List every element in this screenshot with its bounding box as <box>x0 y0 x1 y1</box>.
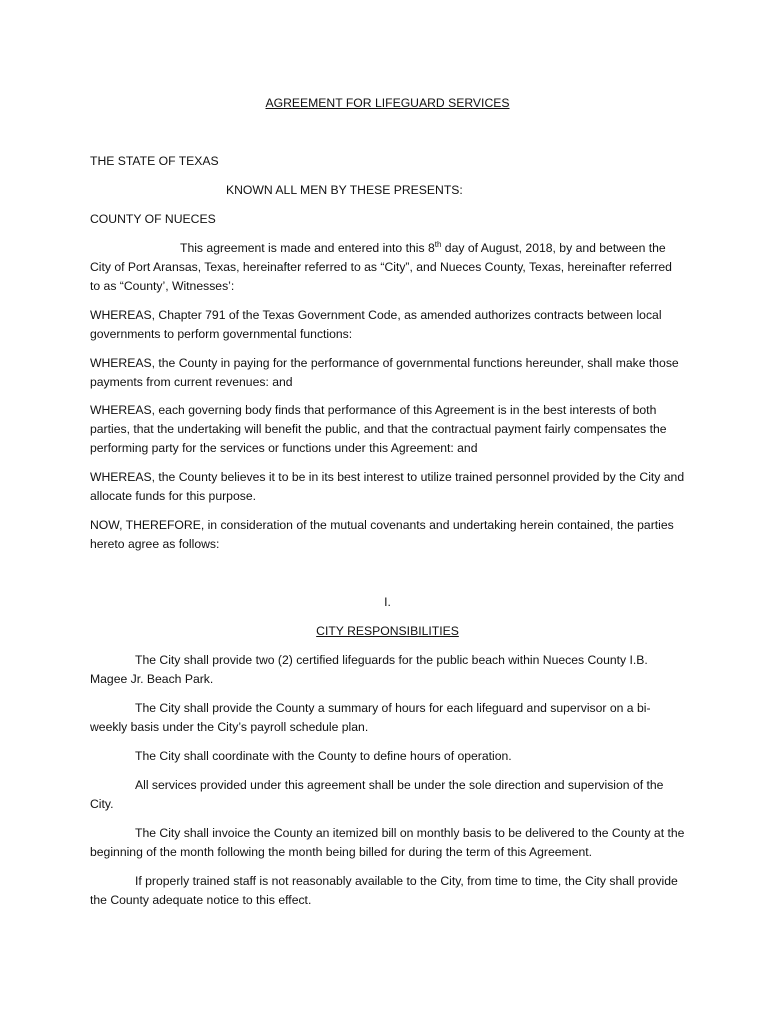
responsibility-paragraph-2: The City shall provide the County a summary of hours for each lifeguard and supervisor on a bi-weekly basis under the City’s payroll schedule plan. <box>90 701 651 734</box>
intro-text-start: This agreement is made and entered into this 8 <box>180 241 435 255</box>
intro-text-end: day of August, 2018, by and between the City of Port Aransas, Texas, hereinafter referred to as “City”, and Nueces County, Texas, hereinafter referred to as “County’, Witnesses’: <box>90 241 672 293</box>
now-therefore-paragraph: NOW, THEREFORE, in consideration of the mutual covenants and undertaking herein contained, the parties hereto agree as follows: <box>90 518 674 551</box>
whereas-paragraph-4: WHEREAS, the County believes it to be in its best interest to utilize trained personnel provided by the City and allocate funds for this purpose. <box>90 470 685 503</box>
whereas-paragraph-3: WHEREAS, each governing body finds that performance of this Agreement is in the best interests of both parties, that the undertaking will benefit the public, and that the contractual payment fairly compensates the performing party for the services or functions under this Agreement: and <box>90 403 667 455</box>
responsibility-paragraph-6: If properly trained staff is not reasonably available to the City, from time to time, the City shall provide the County adequate notice to this effect. <box>90 874 678 907</box>
section-title: CITY RESPONSIBILITIES <box>316 624 459 638</box>
state-line: THE STATE OF TEXAS <box>90 154 219 168</box>
section-number: I. <box>384 595 391 609</box>
known-all-men-line: KNOWN ALL MEN BY THESE PRESENTS: <box>226 183 463 197</box>
responsibility-paragraph-5: The City shall invoice the County an itemized bill on monthly basis to be delivered to the County at the beginning of the month following the month being billed for during the term of this Agreement. <box>90 826 685 859</box>
county-line: COUNTY OF NUECES <box>90 212 216 226</box>
document-title: AGREEMENT FOR LIFEGUARD SERVICES <box>265 96 510 110</box>
intro-paragraph <box>90 239 685 296</box>
responsibility-paragraph-3: The City shall coordinate with the County to define hours of operation. <box>135 749 512 763</box>
whereas-paragraph-1: WHEREAS, Chapter 791 of the Texas Government Code, as amended authorizes contracts between local governments to perform governmental functions: <box>90 308 662 341</box>
responsibility-paragraph-1: The City shall provide two (2) certified lifeguards for the public beach within Nueces County I.B. Magee Jr. Beach Park. <box>90 653 648 686</box>
whereas-paragraph-2: WHEREAS, the County in paying for the performance of governmental functions hereunder, shall make those payments from current revenues: and <box>90 356 679 389</box>
responsibility-paragraph-4: All services provided under this agreement shall be under the sole direction and supervision of the City. <box>90 778 664 811</box>
intro-superscript: th <box>434 239 442 249</box>
